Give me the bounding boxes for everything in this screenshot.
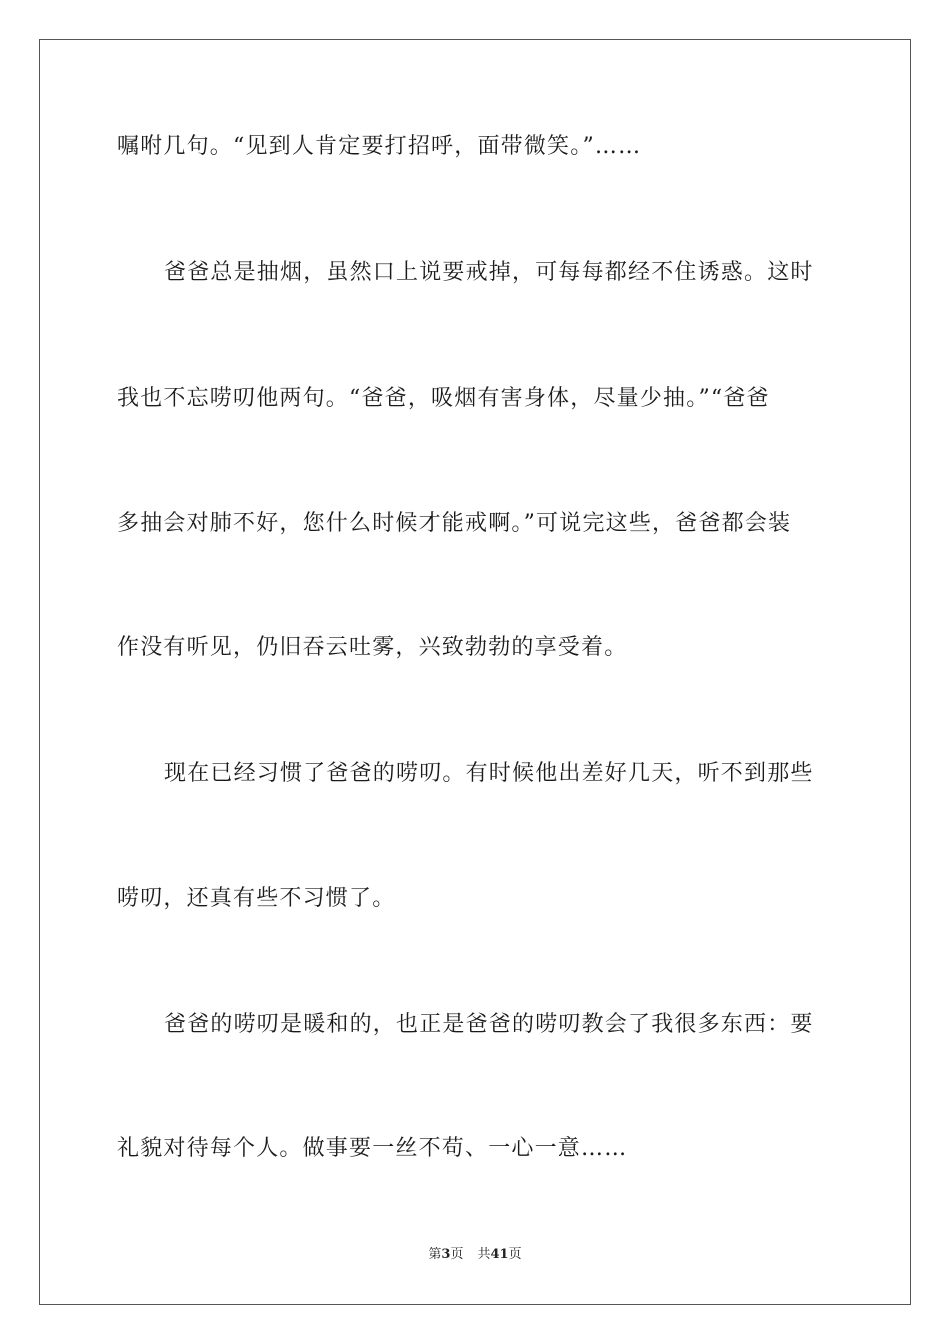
footer-total-prefix: 共 [477,1247,491,1262]
footer-page-number: 3 [441,1247,451,1262]
footer-total-suffix: 页 [508,1247,522,1262]
text-line-2: 爸爸总是抽烟，虽然口上说要戒掉，可每每都经不住诱惑。这时 [164,260,814,285]
text-line-4: 多抽会对肺不好，您什么时候才能戒啊。”可说完这些，爸爸都会装 [117,511,792,536]
page-footer [0,1246,950,1264]
text-line-9: 礼貌对待每个人。做事要一丝不苟、一心一意…… [117,1136,628,1161]
footer-page-suffix: 页 [450,1247,464,1262]
text-line-5: 作没有听见，仍旧吞云吐雾，兴致勃勃的享受着。 [117,635,628,660]
text-line-7: 唠叨，还真有些不习惯了。 [117,886,396,911]
footer-page-prefix: 第 [428,1247,442,1262]
text-line-6: 现在已经习惯了爸爸的唠叨。有时候他出差好几天，听不到那些 [164,761,814,786]
footer-total-pages: 41 [490,1247,509,1262]
page-border [39,39,911,1305]
text-line-3: 我也不忘唠叨他两句。“爸爸，吸烟有害身体，尽量少抽。”“爸爸 [117,386,770,411]
text-line-1: 嘱咐几句。“见到人肯定要打招呼，面带微笑。”…… [117,134,642,159]
text-line-8: 爸爸的唠叨是暖和的，也正是爸爸的唠叨教会了我很多东西：要 [164,1012,814,1037]
